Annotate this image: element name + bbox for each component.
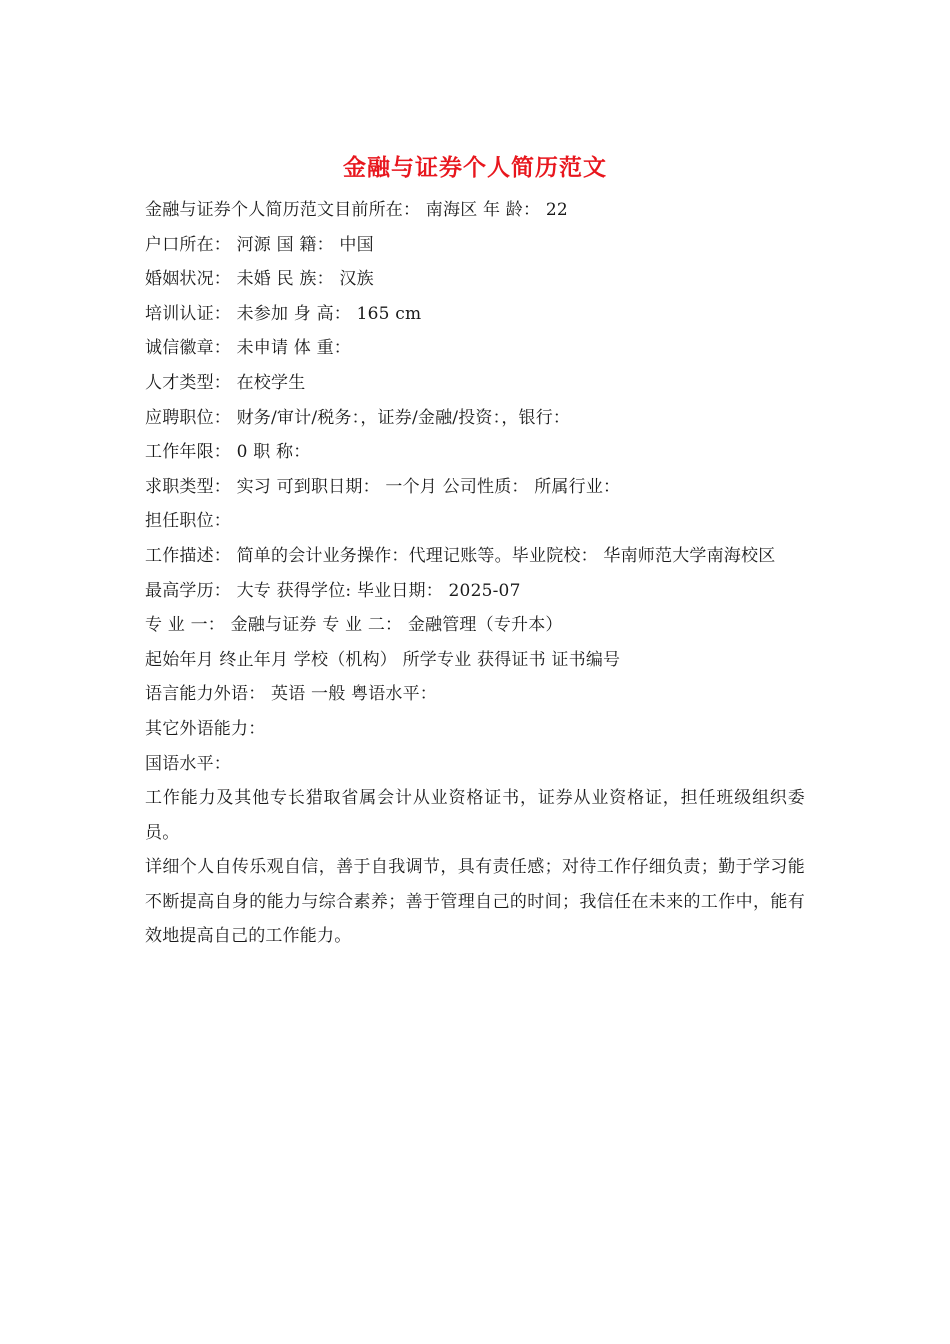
info-line-position-held: 担任职位： <box>145 511 231 532</box>
info-line-majors: 专 业 一： 金融与证券 专 业 二： 金融管理（专升本） <box>145 615 563 636</box>
document-body <box>145 193 805 954</box>
work-description-paragraph: 工作描述： 简单的会计业务操作：代理记账等。毕业院校： 华南师范大学南海校区 <box>145 545 776 566</box>
info-line-job-type: 求职类型： 实习 可到职日期： 一个月 公司性质： 所属行业： <box>145 476 621 497</box>
info-line-training-height: 培训认证： 未参加 身 高： 165 cm <box>145 303 422 324</box>
document-title: 金融与证券个人简历范文 <box>343 154 607 181</box>
info-line-language: 语言能力外语： 英语 一般 粤语水平： <box>145 684 438 705</box>
info-line-work-years: 工作年限： 0 职 称： <box>145 442 311 463</box>
abilities-paragraph: 工作能力及其他专长猎取省属会计从业资格证书，证券从业资格证，担任班级组织委员。 <box>145 788 805 843</box>
info-line-position-applied: 应聘职位： 财务/审计/税务：，证券/金融/投资：，银行： <box>145 407 571 428</box>
info-line-other-language: 其它外语能力： <box>145 718 266 739</box>
info-line-badge-weight: 诚信徽章： 未申请 体 重： <box>145 338 352 359</box>
info-line-talent-type: 人才类型： 在校学生 <box>145 372 306 393</box>
info-line-education: 最高学历： 大专 获得学位: 毕业日期： 2025-07 <box>145 580 521 601</box>
info-line-marital-ethnicity: 婚姻状况： 未婚 民 族： 汉族 <box>145 269 374 290</box>
info-line-education-table-header: 起始年月 终止年月 学校（机构） 所学专业 获得证书 证书编号 <box>145 649 621 670</box>
info-line-location-age: 金融与证券个人简历范文目前所在： 南海区 年 龄： 22 <box>145 200 568 220</box>
info-line-hukou-nationality: 户口所在： 河源 国 籍： 中国 <box>145 234 374 255</box>
info-line-mandarin: 国语水平： <box>145 753 231 774</box>
self-description-paragraph: 详细个人自传乐观自信，善于自我调节，具有责任感；对待工作仔细负责；勤于学习能不断提高自身的能力与综合素养；善于管理自己的时间；我信任在未来的工作中，能有效地提高自己的工作能力。 <box>145 857 805 947</box>
